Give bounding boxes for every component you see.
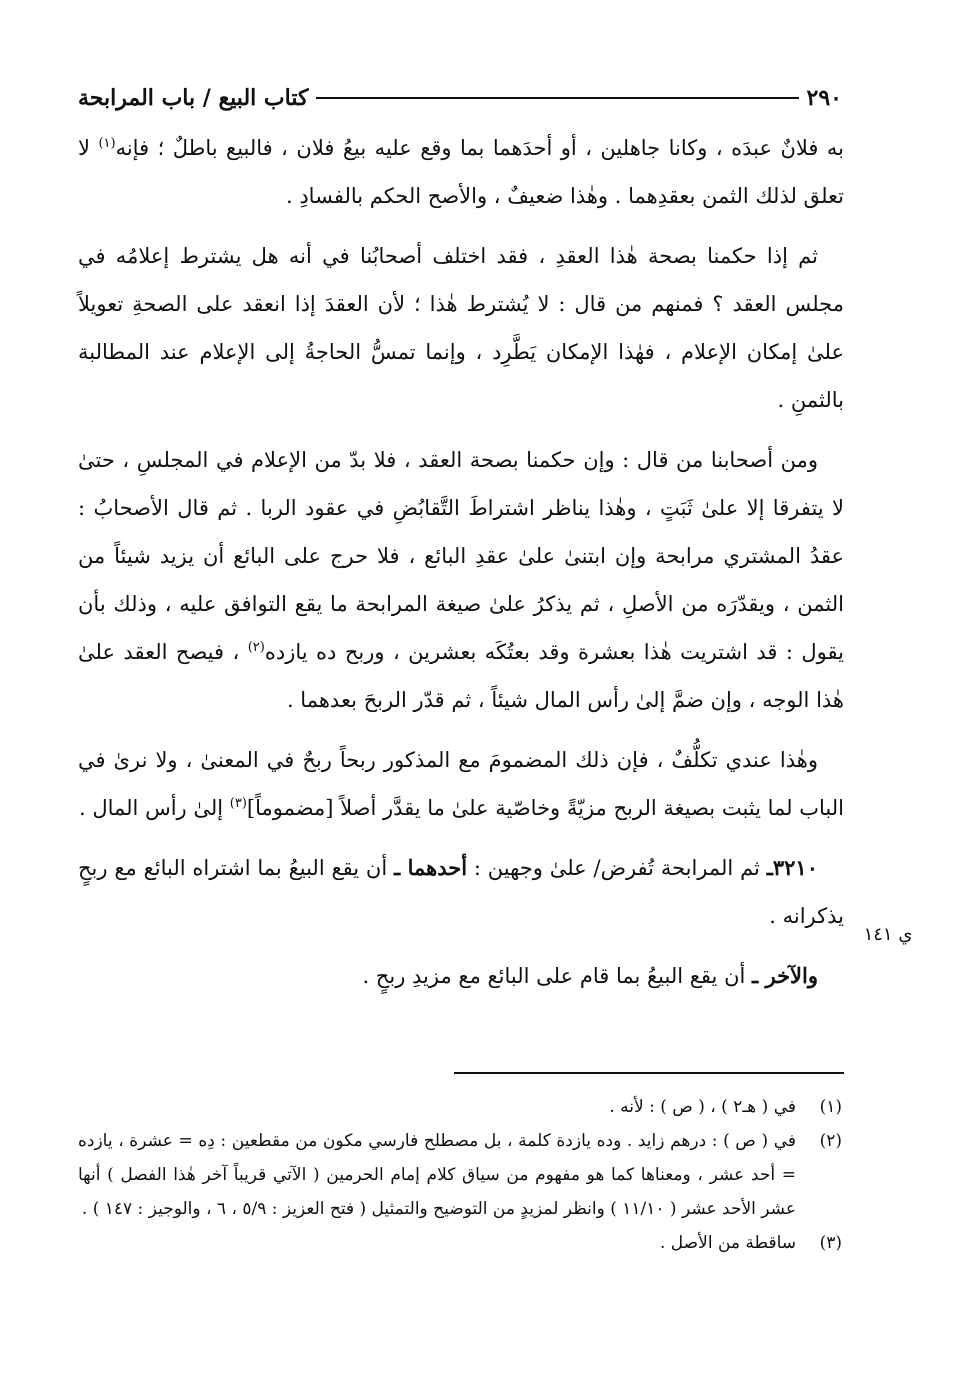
running-title: كتاب البيع / باب المرابحة <box>78 85 309 111</box>
footnote-text: ساقطة من الأصل . <box>660 1233 796 1253</box>
paragraph: ومن أصحابنا من قال : وإن حكمنا بصحة العقد ، فلا بدّ من الإعلام في المجلسِ ، حتىٰ لا يتفرقا إلا علىٰ ثَبَتٍ ، وهٰذا يناظر اشتراطَ التَّقابُضِ في عقود الربا . ثم قال الأصحابُ : عقدُ المشتري مرابحة وإن ابتنىٰ علىٰ عقدِ البائع ، فلا حرج على البائع أن يزيد شيئاً من الثمن ، ويقدّرَه من الأصلِ ، ثم يذكرُ علىٰ صيغة المرابحة ما يقع التوافق عليه ، وذلك بأن يقول : قد اشتريت هٰذا بعشرة وقد بعتُكَه بعشرين ، وربح ده يازده$^{(٢)}$ ، فيصح العقد علىٰ هٰذا الوجه ، وإن ضمَّ إلىٰ رأس المال شيئاً ، ثم قدّر الربحَ بعدهما . <box>78 448 844 712</box>
paragraph: ثم إذا حكمنا بصحة هٰذا العقدِ ، فقد اختلف أصحابُنا في أنه هل يشترط إعلامُه في مجلس العقد ؟ فمنهم من قال : لا يُشترط هٰذا ؛ لأن العقدَ إذا انعقد على الصحةِ تعويلاً علىٰ إمكان الإعلام ، فهٰذا الإمكان يَطَّرِد ، وإنما تمسُّ الحاجةُ إلى الإعلام عند المطالبة بالثمنِ . <box>78 244 844 412</box>
footnote-separator <box>454 1072 844 1074</box>
paragraph: والآخر ـ أن يقع البيعُ بما قام على البائع مع مزيدِ ربحٍ . <box>362 963 818 988</box>
footnote-number: (٣) <box>819 1233 842 1253</box>
header-rule <box>316 97 798 99</box>
page-header <box>78 80 842 116</box>
main-text <box>78 124 844 1012</box>
footnote <box>78 1124 842 1226</box>
footnote-ref: (١) <box>98 136 116 151</box>
footnote-text: في ( هـ٢ ) ، ( ص ) : لأنه . <box>609 1097 796 1117</box>
margin-page-marker: ي ١٤١ <box>863 924 913 945</box>
footnote-ref: (٢) <box>247 640 265 655</box>
page-number: ٢٩٠ <box>806 85 842 111</box>
footnote-number: (١) <box>819 1097 842 1117</box>
bold-label: والآخر ـ <box>752 963 818 988</box>
paragraph: به فلانٌ عبدَه ، وكانا جاهلين ، أو أحدَهما بما وقع عليه بيعُ فلان ، فالبيع باطلٌ ؛ فإنه$^{(١)}$ لا تعلق لذلك الثمن بعقدِهما . وهٰذا ضعيفٌ ، والأصح الحكم بالفسادِ . <box>78 136 844 208</box>
paragraph: وهٰذا عندي تكلُّفٌ ، فإن ذلك المضمومَ مع المذكور ربحاً ربحٌ في المعنىٰ ، ولا نرىٰ في الباب لما يثبت بصيغة الربح مزيّةً وخاصّية علىٰ ما يقدَّر أصلاً [مضموماً]$^{(٣)}$ إلىٰ رأس المال . <box>78 748 844 820</box>
footnote-number: (٢) <box>819 1131 842 1151</box>
footnotes <box>78 1090 842 1260</box>
footnote-ref: (٣) <box>229 796 247 811</box>
numbered-paragraph: ٣٢١٠ـ ثم المرابحة تُفرض/ علىٰ وجهين : أحدهما ـ أن يقع البيعُ بما اشتراه البائع مع ربحٍ يذكرانه . <box>78 855 844 928</box>
paragraph-number: ٣٢١٠ـ <box>766 855 818 880</box>
footnote <box>78 1226 842 1260</box>
bold-label: أحدهما ـ <box>394 855 468 880</box>
footnote-text: في ( ص ) : درهم زايد . وده يازدة كلمة ، بل مصطلح فارسي مكون من مقطعين : دِه = عشرة ، يازده = أحد عشر ، ومعناها كما هو مفهوم من سياق كلام إمام الحرمين ( الآتي قريباً آخر هٰذا الفصل ) أنها عشر الأحد عشر ( ١١/١٠ ) وانظر لمزيدٍ من التوضيح والتمثيل ( فتح العزيز : ٥/٩ ، ٦ ، والوجيز : ١٤٧ ) . <box>78 1131 796 1219</box>
footnote <box>78 1090 842 1124</box>
